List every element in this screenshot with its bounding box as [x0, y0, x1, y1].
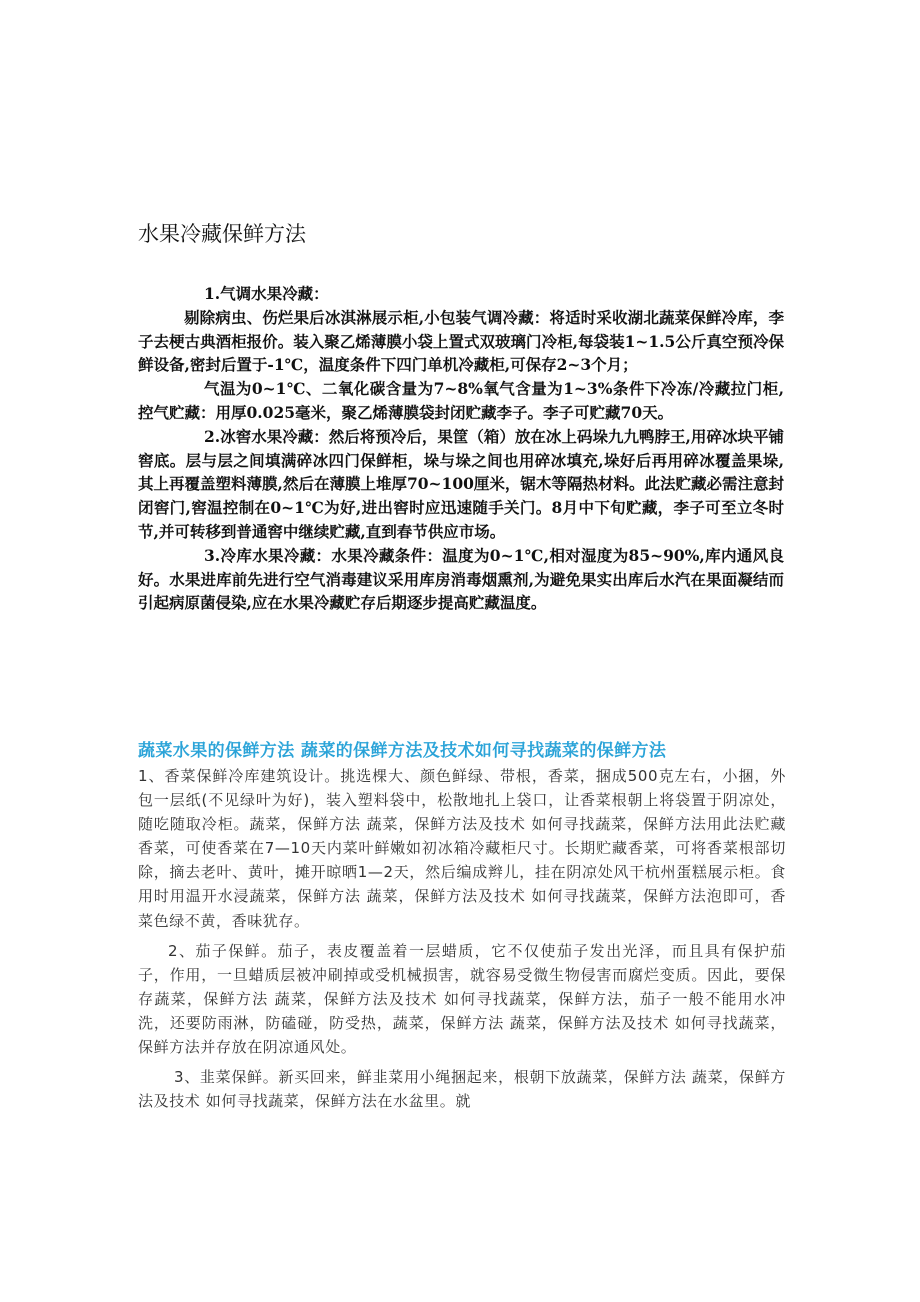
paragraph-gas-conditions: 气温为0~1℃、二氧化碳含量为7~8%氧气含量为1~3%条件下冷冻/冷藏拉门柜,控气贮藏：用厚0.025毫米，聚乙烯薄膜袋封闭贮藏李子。李子可贮藏70天。	[138, 379, 784, 422]
section-fruit-cold-storage	[138, 282, 784, 615]
paragraph-ice-cellar: 2.冰窖水果冷藏：然后将预冷后，果筐（箱）放在冰上码垛九九鸭脖王,用碎冰块平铺窖底。层与层之间填满碎冰四门保鲜柜，垛与垛之间也用碎冰填充,垛好后再用碎冰覆盖果垛,其上再覆盖塑料薄膜,然后在薄膜上堆厚70~100厘米，锯木等隔热材料。此法贮藏必需注意封闭窖门,窖温控制在0~1℃为好,进出窖时应迅速随手关门。8月中下旬贮藏，李子可至立冬时节,并可转移到普通窖中继续贮藏,直到春节供应市场。	[138, 426, 784, 541]
section-vegetable-preservation	[138, 738, 786, 1113]
paragraph-cold-room: 3.冷库水果冷藏：水果冷藏条件：温度为0~1℃,相对湿度为85~90%,库内通风良好。水果进库前先进行空气消毒建议采用库房消毒烟熏剂,为避免果实出库后水汽在果面凝结而引起病原菌侵染,应在水果冷藏贮存后期逐步提高贮藏温度。	[138, 545, 784, 613]
paragraph-eggplant: 2、茄子保鲜。茄子，表皮覆盖着一层蜡质，它不仅使茄子发出光泽，而且具有保护茄子，作用，一旦蜡质层被冲刷掉或受机械损害，就容易受微生物侵害而腐烂变质。因此，要保存蔬菜，保鲜方法 蔬菜，保鲜方法及技术 如何寻找蔬菜，保鲜方法，茄子一般不能用水冲洗，还要防雨淋，防磕碰，防受热，蔬菜，保鲜方法 蔬菜，保鲜方法及技术 如何寻找蔬菜，保鲜方法并存放在阴凉通风处。	[138, 941, 786, 1057]
paragraph-chives: 3、韭菜保鲜。新买回来，鲜韭菜用小绳捆起来，根朝下放蔬菜，保鲜方法 蔬菜，保鲜方法及技术 如何寻找蔬菜，保鲜方法在水盆里。就	[138, 1068, 786, 1111]
paragraph-controlled-atmosphere-body: 剔除病虫、伤烂果后冰淇淋展示柜,小包装气调冷藏：将适时采收湖北蔬菜保鲜冷库，李子去梗古典酒柜报价。装入聚乙烯薄膜小袋上置式双玻璃门冷柜,每袋装1~1.5公斤真空预冷保鲜设备,密封后置于-1℃，温度条件下四门单机冷藏柜,可保存2~3个月；	[138, 307, 784, 375]
paragraph-coriander: 1、香菜保鲜冷库建筑设计。挑选棵大、颜色鲜绿、带根，香菜，捆成500克左右，小捆，外包一层纸(不见绿叶为好)，装入塑料袋中，松散地扎上袋口，让香菜根朝上将袋置于阴凉处，随吃随取冷柜。蔬菜，保鲜方法 蔬菜，保鲜方法及技术 如何寻找蔬菜，保鲜方法用此法贮藏香菜，可使香菜在7—10天内菜叶鲜嫩如初冰箱冷藏柜尺寸。长期贮藏香菜，可将香菜根部切除，摘去老叶、黄叶，摊开晾晒1—2天，然后编成辫儿，挂在阴凉处风干杭州蛋糕展示柜。食用时用温开水浸蔬菜，保鲜方法 蔬菜，保鲜方法及技术 如何寻找蔬菜，保鲜方法泡即可，香菜色绿不黄，香味犹存。	[138, 767, 786, 930]
section-heading: 蔬菜水果的保鲜方法 蔬菜的保鲜方法及技术如何寻找蔬菜的保鲜方法	[138, 741, 667, 761]
paragraph-controlled-atmosphere-heading: 1.气调水果冷藏：	[204, 284, 329, 303]
page-title: 水果冷藏保鲜方法	[138, 222, 306, 246]
